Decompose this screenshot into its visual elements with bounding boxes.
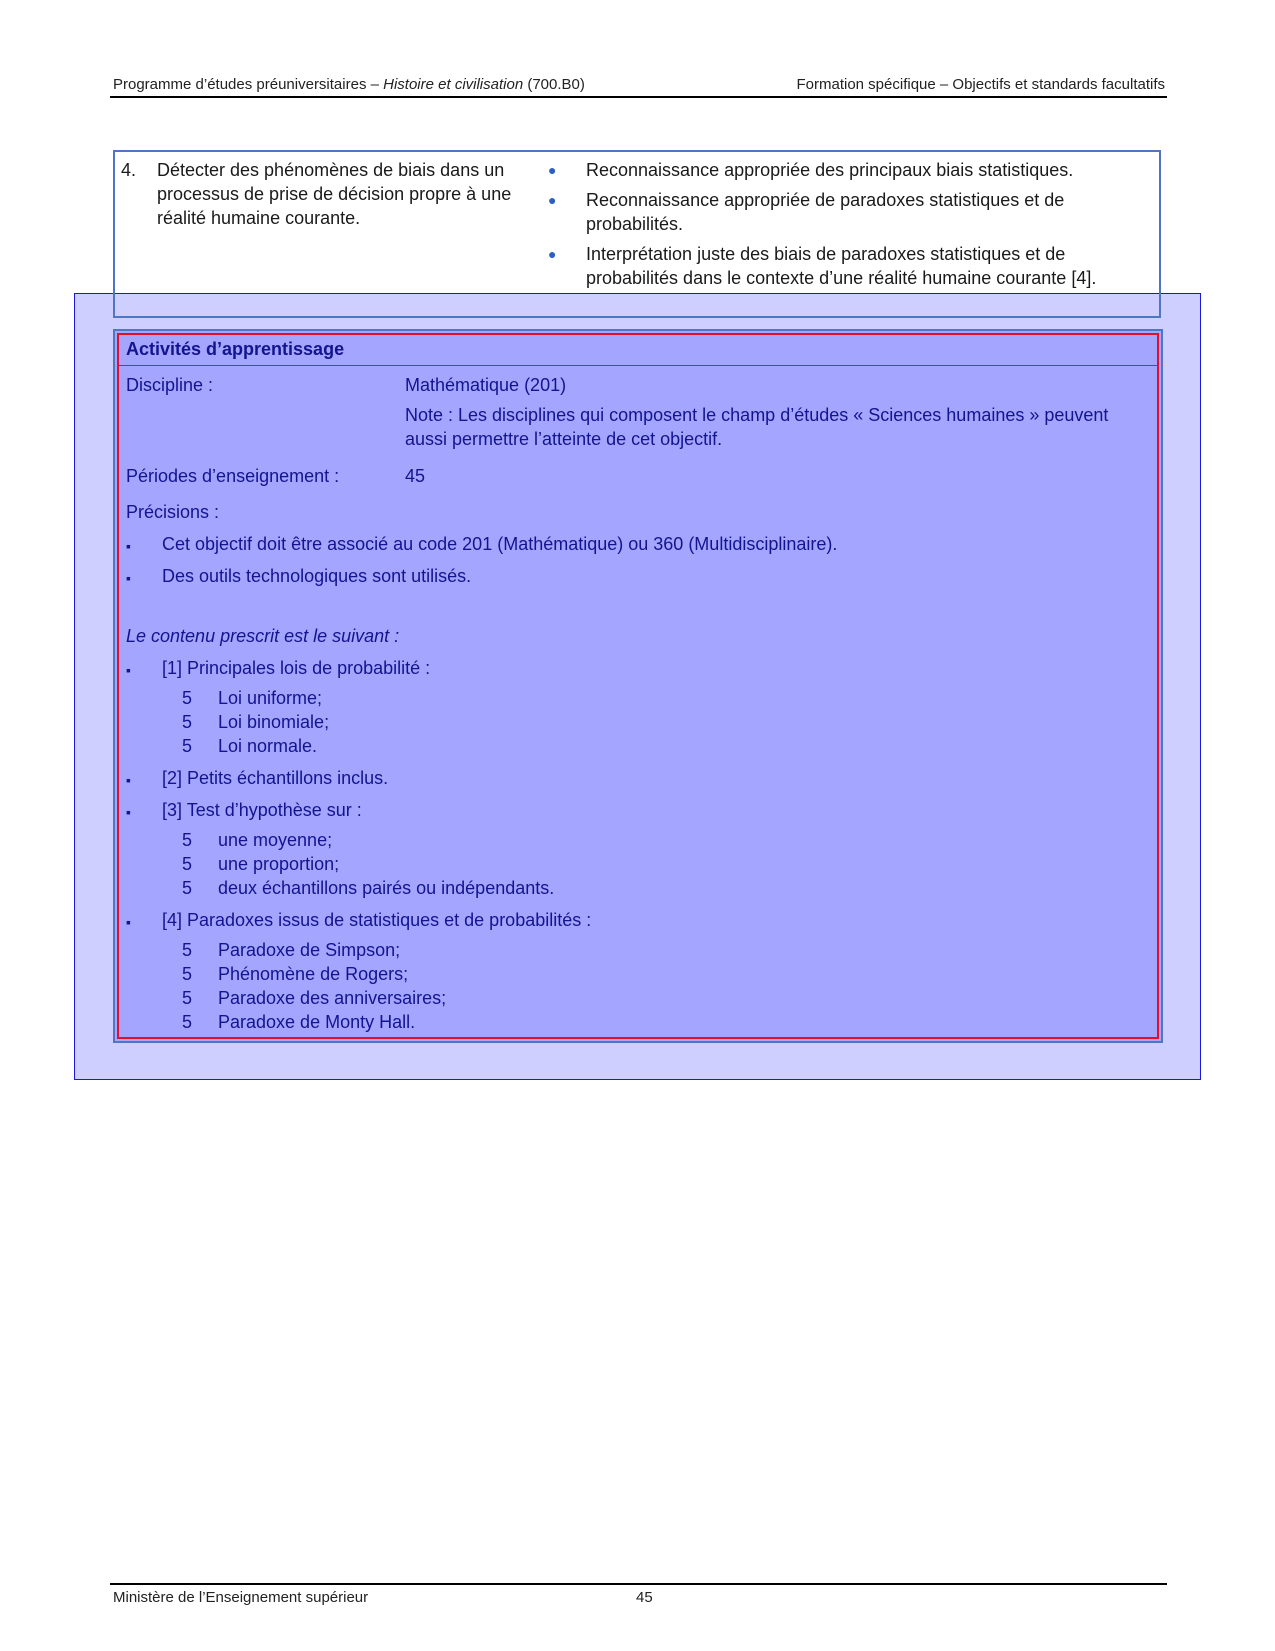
sub-bullet-icon: 5 [182, 712, 193, 732]
content-item: une moyenne; [218, 830, 333, 850]
header-left: Programme d’études préuniversitaires – Histoire et civilisation (700.B0) [113, 76, 585, 93]
content-item: une proportion; [218, 854, 340, 874]
content-item: Paradoxe de Simpson; [218, 940, 401, 960]
bullet-icon: ▪ [126, 538, 131, 554]
bullet-icon: ● [548, 246, 557, 262]
discipline-value: Mathématique (201) [405, 375, 567, 395]
periods-label: Périodes d’enseignement : [126, 466, 340, 486]
discipline-note: Note : Les disciplines qui composent le champ d’études « Sciences humaines » peuvent aussi permettre l’atteinte de cet objectif. [405, 405, 1109, 449]
content-item: Loi normale. [218, 736, 318, 756]
objective-number: 4. [121, 160, 137, 180]
criterion-item: ● Reconnaissance appropriée de paradoxes statistiques et de probabilités. [548, 190, 1065, 234]
criterion-item: ● Reconnaissance appropriée des principaux biais statistiques. [548, 160, 1074, 180]
header-rule [110, 96, 1167, 98]
page-number: 45 [636, 1589, 653, 1606]
sub-bullet-icon: 5 [182, 940, 193, 960]
content-item: deux échantillons pairés ou indépendants. [218, 878, 555, 898]
content-heading: [1] Principales lois de probabilité : [162, 658, 431, 678]
content-item: Loi binomiale; [218, 712, 330, 732]
footer-rule [110, 1583, 1167, 1585]
bullet-icon: ▪ [126, 662, 131, 678]
sub-bullet-icon: 5 [182, 854, 193, 874]
content-heading: [3] Test d’hypothèse sur : [162, 800, 362, 820]
activities-title: Activités d’apprentissage [126, 339, 345, 359]
footer-ministry: Ministère de l’Enseignement supérieur [113, 1589, 369, 1606]
sub-bullet-icon: 5 [182, 878, 193, 898]
bullet-icon: ● [548, 162, 557, 178]
performance-criteria [548, 158, 1150, 296]
bullet-icon: ▪ [126, 804, 131, 820]
sub-bullet-icon: 5 [182, 830, 193, 850]
content-item: Paradoxe de Monty Hall. [218, 1012, 416, 1032]
sub-bullet-icon: 5 [182, 1012, 193, 1032]
criterion-item: ● Interprétation juste des biais de paradoxes statistiques et de probabilités dans le contexte d’une réalité humaine courante [4]. [548, 244, 1097, 288]
precisions-label: Précisions : [126, 502, 220, 522]
discipline-label: Discipline : [126, 375, 214, 395]
sub-bullet-icon: 5 [182, 988, 193, 1008]
sub-bullet-icon: 5 [182, 736, 193, 756]
content-item: Loi uniforme; [218, 688, 323, 708]
objective-text: Détecter des phénomènes de biais dans un processus de prise de décision propre à une réalité humaine courante. [157, 160, 512, 228]
bullet-icon: ● [548, 192, 557, 208]
header-right: Formation spécifique – Objectifs et standards facultatifs [796, 76, 1165, 93]
bullet-icon: ▪ [126, 772, 131, 788]
precision-item: Des outils technologiques sont utilisés. [162, 566, 472, 586]
sub-bullet-icon: 5 [182, 688, 193, 708]
content-intro: Le contenu prescrit est le suivant : [126, 626, 400, 646]
content-heading: [4] Paradoxes issus de statistiques et de probabilités : [162, 910, 592, 930]
sub-bullet-icon: 5 [182, 964, 193, 984]
content-heading: [2] Petits échantillons inclus. [162, 768, 389, 788]
content-item: Phénomène de Rogers; [218, 964, 409, 984]
periods-value: 45 [405, 466, 426, 486]
precision-item: Cet objectif doit être associé au code 201 (Mathématique) ou 360 (Multidisciplinaire). [162, 534, 838, 554]
activities-title-rule [117, 365, 1159, 366]
content-item: Paradoxe des anniversaires; [218, 988, 447, 1008]
bullet-icon: ▪ [126, 914, 131, 930]
bullet-icon: ▪ [126, 570, 131, 586]
